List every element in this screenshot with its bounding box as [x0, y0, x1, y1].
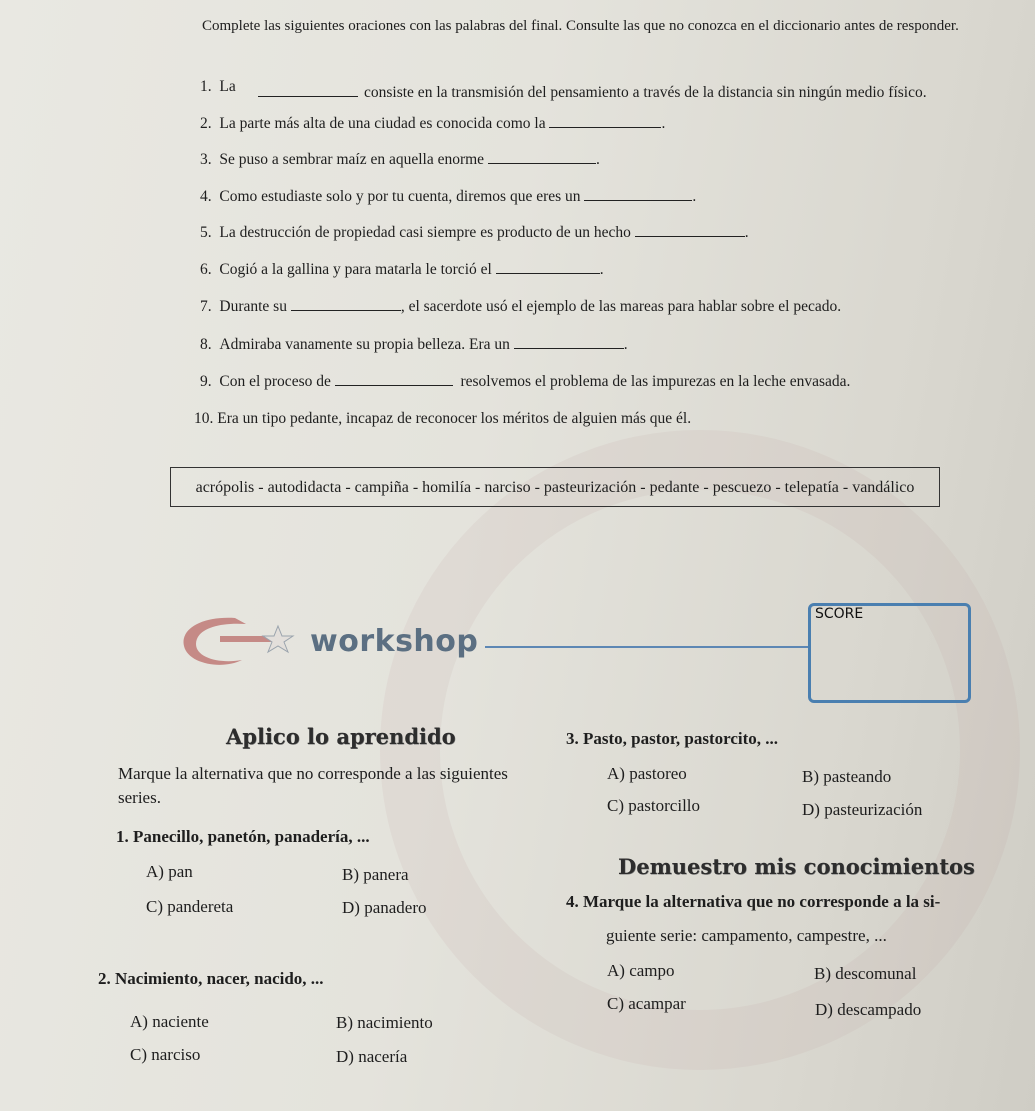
sentence-end: . [744, 224, 749, 241]
sentence-9 [200, 371, 850, 391]
workshop-rule [485, 646, 811, 648]
answer-blank-4[interactable] [584, 186, 692, 201]
sentence-number: 10. [194, 410, 214, 427]
answer-blank-7[interactable] [291, 296, 401, 311]
aplico-heading: Aplico lo aprendido [226, 724, 456, 749]
instructions: Complete las siguientes oraciones con las palabras del final. Consulte las que no conozca en el diccionario antes de responder. [202, 18, 959, 34]
sentence-text: Cogió a la gallina y para matarla le torció el [219, 261, 492, 278]
q4-option-c[interactable]: C) acampar [607, 994, 686, 1013]
sentence-10 [194, 410, 691, 428]
sentence-text: Durante su [219, 298, 287, 315]
sentence-text: Se puso a sembrar maíz en aquella enorme [219, 151, 485, 168]
answer-blank-1[interactable] [258, 80, 358, 97]
q1-option-b[interactable]: B) panera [342, 865, 409, 884]
answer-blank-2[interactable] [549, 113, 661, 128]
q2-option-c[interactable]: C) narciso [130, 1045, 201, 1064]
sentence-number: 9. [200, 373, 212, 390]
sentence-4 [200, 186, 696, 206]
sentence-number: 1. [200, 78, 212, 95]
sentence-end: , el sacerdote usó el ejemplo de las mareas para hablar sobre el pecado. [400, 298, 842, 315]
workshop-swoosh-icon [180, 612, 305, 672]
q1-option-d[interactable]: D) panadero [342, 898, 427, 917]
q4-option-b[interactable]: B) descomunal [814, 964, 917, 983]
sentence-6 [200, 259, 604, 279]
sentence-number: 4. [200, 188, 212, 205]
sentence-number: 6. [200, 261, 212, 278]
sentence-end: . [661, 115, 666, 132]
question-4-line-2: guiente serie: campamento, campestre, ... [606, 926, 887, 945]
sentence-end: . [599, 261, 604, 278]
q2-option-b[interactable]: B) nacimiento [336, 1013, 433, 1032]
score-label: SCORE [815, 606, 864, 622]
sentence-3 [200, 149, 600, 169]
q3-option-c[interactable]: C) pastorcillo [607, 796, 701, 815]
sentence-1-continuation: consiste en la transmisión del pensamiento a través de la distancia sin ningún medio físico. [364, 84, 927, 101]
q2-option-a[interactable]: A) naciente [130, 1012, 209, 1031]
sentence-end: . [623, 336, 628, 353]
sentence-end: resolvemos el problema de las impurezas en la leche envasada. [460, 373, 851, 390]
sentence-1 [200, 78, 236, 96]
question-3 [566, 729, 778, 749]
sentence-number: 2. [200, 115, 212, 132]
sentence-end: . [595, 151, 600, 168]
sentence-text: La [219, 78, 236, 95]
sentence-text: La parte más alta de una ciudad es conocida como la [219, 115, 546, 132]
answer-blank-3[interactable] [488, 149, 596, 164]
sentence-5 [200, 222, 749, 242]
sentence-text: Era un tipo pedante, incapaz de reconocer los méritos de alguien más que él. [217, 410, 692, 427]
question-4-line-1: 4. Marque la alternativa que no corresponde a la si- [566, 892, 941, 911]
answer-blank-8[interactable] [514, 334, 624, 349]
sentence-end: . [692, 188, 697, 205]
q3-option-a[interactable]: A) pastoreo [607, 764, 687, 783]
sentence-number: 5. [200, 224, 212, 241]
sentence-number: 3. [200, 151, 212, 168]
q1-option-a[interactable]: A) pan [146, 862, 193, 881]
sentence-2 [200, 113, 665, 133]
answer-blank-6[interactable] [496, 259, 600, 274]
sentence-number: 7. [200, 298, 212, 315]
q1-option-c[interactable]: C) pandereta [146, 897, 234, 916]
q4-option-d[interactable]: D) descampado [815, 1000, 922, 1019]
answer-blank-5[interactable] [635, 222, 745, 237]
q2-option-d[interactable]: D) nacería [336, 1047, 408, 1066]
answer-blank-9[interactable] [335, 371, 453, 386]
workshop-title: workshop [310, 624, 479, 659]
sentence-text: Admiraba vanamente su propia belleza. Era un [219, 336, 510, 353]
q4-option-a[interactable]: A) campo [607, 961, 675, 980]
sentence-text: Con el proceso de [219, 373, 331, 390]
sentence-text: La destrucción de propiedad casi siempre es producto de un hecho [219, 224, 631, 241]
aplico-instruction-line-2: series. [118, 788, 161, 807]
q3-option-d[interactable]: D) pasteurización [802, 800, 923, 819]
q3-option-b[interactable]: B) pasteando [802, 767, 892, 786]
aplico-instruction-line-1: Marque la alternativa que no corresponde a las siguientes [118, 764, 508, 783]
sentence-7 [200, 296, 841, 316]
question-2: 2. Nacimiento, nacer, nacido, ... [98, 969, 324, 988]
sentence-8 [200, 334, 628, 354]
question-1: 1. Panecillo, panetón, panadería, ... [116, 827, 370, 846]
question-3-text: 3. Pasto, pastor, pastorcito, ... [566, 729, 779, 748]
sentence-number: 8. [200, 336, 212, 353]
demuestro-heading: Demuestro mis conocimientos [618, 854, 975, 879]
sentence-text: Como estudiaste solo y por tu cuenta, diremos que eres un [219, 188, 581, 205]
word-bank: acrópolis - autodidacta - campiña - homilía - narciso - pasteurización - pedante - pescuezo - telepatía - vandálico [170, 467, 940, 507]
background-watermark [380, 430, 1020, 1070]
